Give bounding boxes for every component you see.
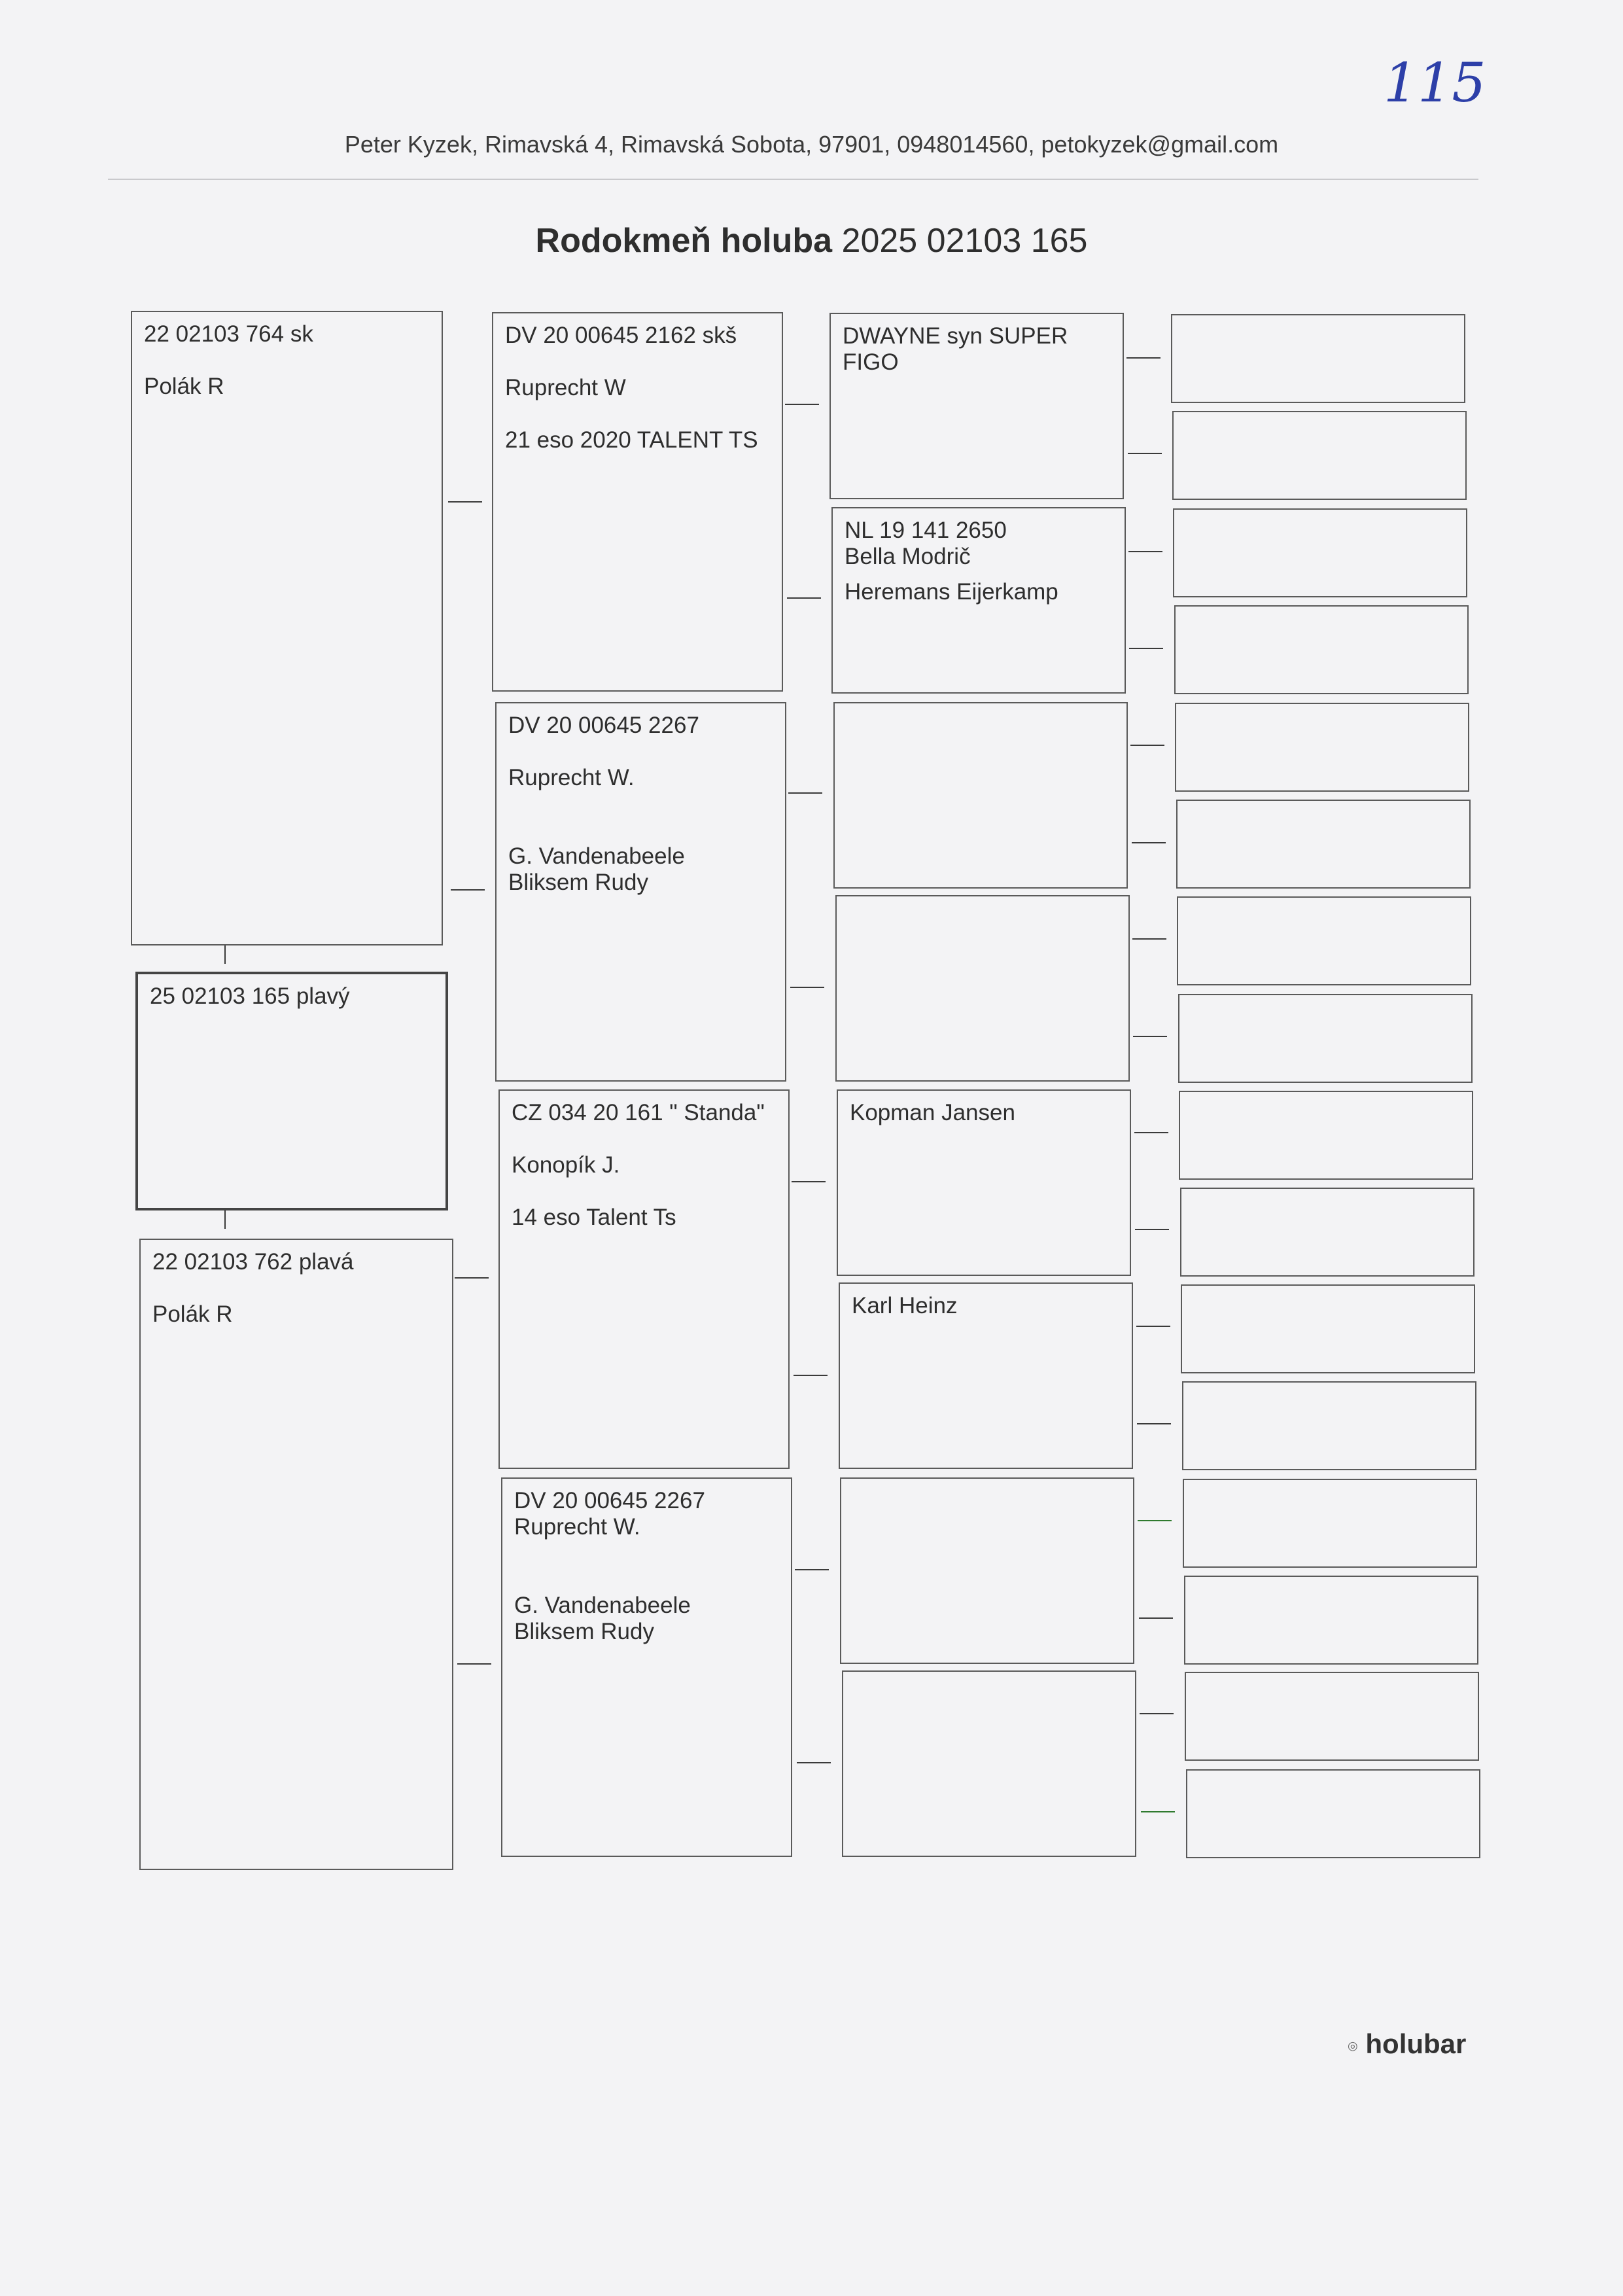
connector-dash	[790, 987, 824, 988]
ggp-1-line-1: DWAYNE syn SUPER	[843, 323, 1068, 349]
connector-dash	[1140, 1713, 1174, 1714]
gen4-box-14	[1184, 1576, 1478, 1665]
gen4-box-13	[1183, 1479, 1477, 1568]
great-grandparent-box-8	[842, 1670, 1136, 1857]
ggp-6-line-1: Karl Heinz	[852, 1293, 958, 1318]
logo-mark-icon: ◎	[1348, 2039, 1358, 2053]
logo-text: holubar	[1365, 2028, 1467, 2059]
great-grandparent-box-7	[840, 1477, 1134, 1664]
great-grandparent-box-1	[829, 313, 1124, 499]
grandparent-4-name: Bliksem Rudy	[514, 1619, 654, 1644]
connector-dash	[451, 889, 485, 891]
connector-dash	[1129, 648, 1163, 649]
connector-dash	[1130, 745, 1164, 746]
handwritten-page-number: 115	[1384, 52, 1486, 115]
connector-dash	[455, 1277, 489, 1279]
gen4-box-12	[1182, 1381, 1476, 1470]
connector-dash	[788, 792, 822, 794]
gen4-box-2	[1172, 411, 1467, 500]
connector-dash	[792, 1181, 826, 1182]
gen4-box-4	[1174, 605, 1469, 694]
title-label: Rodokmeň holuba	[535, 222, 833, 260]
connector-dash	[448, 501, 482, 503]
connector-subject-dam	[224, 1210, 226, 1229]
connector-dash	[1126, 357, 1161, 359]
connector-sire-subject	[224, 945, 226, 964]
dam-ring: 22 02103 762 plavá	[152, 1249, 354, 1275]
grandparent-3-breeder: Konopík J.	[512, 1152, 620, 1178]
page-title	[0, 221, 1623, 260]
gen4-box-5	[1175, 703, 1469, 792]
gen4-box-11	[1181, 1284, 1475, 1373]
grandparent-2-origin: G. Vandenabeele	[508, 843, 685, 869]
connector-dash	[794, 1375, 828, 1376]
connector-dash	[785, 404, 819, 405]
grandparent-2-name: Bliksem Rudy	[508, 870, 648, 895]
ggp-1-line-2: FIGO	[843, 349, 899, 375]
grandparent-4-origin: G. Vandenabeele	[514, 1593, 691, 1618]
connector-dash	[1134, 1132, 1168, 1133]
grandparent-4-breeder: Ruprecht W.	[514, 1514, 640, 1540]
connector-dash	[1132, 938, 1166, 940]
subject-ring: 25 02103 165 plavý	[150, 983, 350, 1009]
grandparent-3-note: 14 eso Talent Ts	[512, 1205, 676, 1230]
great-grandparent-box-6	[839, 1282, 1133, 1469]
connector-dash	[795, 1569, 829, 1570]
connector-dash	[1132, 842, 1166, 843]
ggp-2-breeder: Heremans Eijerkamp	[845, 579, 1058, 605]
dam-box	[139, 1239, 453, 1870]
connector-dash	[1133, 1036, 1167, 1037]
great-grandparent-box-5	[837, 1089, 1131, 1276]
gen4-box-3	[1173, 508, 1467, 597]
gen4-box-6	[1176, 800, 1471, 889]
grandparent-box-4	[501, 1477, 792, 1857]
connector-dash	[1141, 1811, 1175, 1812]
owner-contact-line: Peter Kyzek, Rimavská 4, Rimavská Sobota, 97901, 0948014560, petokyzek@gmail.com	[344, 131, 1279, 158]
sire-breeder: Polák R	[144, 374, 224, 399]
ggp-5-line-1: Kopman Jansen	[850, 1100, 1015, 1125]
ggp-2-ring: NL 19 141 2650	[845, 518, 1007, 543]
connector-dash	[1139, 1617, 1173, 1619]
connector-dash	[1137, 1423, 1171, 1424]
great-grandparent-box-4	[835, 895, 1130, 1082]
gen4-box-9	[1179, 1091, 1473, 1180]
connector-dash	[1128, 453, 1162, 454]
gen4-box-7	[1177, 896, 1471, 985]
connector-dash	[1128, 551, 1162, 552]
connector-dash	[1138, 1520, 1172, 1521]
connector-dash	[787, 597, 821, 599]
gen4-box-10	[1180, 1188, 1475, 1277]
grandparent-box-3	[498, 1089, 790, 1469]
header-divider	[108, 179, 1478, 180]
grandparent-1-ring: DV 20 00645 2162 skš	[505, 323, 737, 348]
great-grandparent-box-3	[833, 702, 1128, 889]
sire-ring: 22 02103 764 sk	[144, 321, 313, 347]
ggp-2-name: Bella Modrič	[845, 544, 971, 569]
great-grandparent-box-2	[831, 507, 1126, 694]
grandparent-2-breeder: Ruprecht W.	[508, 765, 635, 790]
dam-breeder: Polák R	[152, 1301, 233, 1327]
gen4-box-1	[1171, 314, 1465, 403]
connector-dash	[1136, 1326, 1170, 1327]
grandparent-4-ring: DV 20 00645 2267	[514, 1488, 705, 1513]
title-ring-number: 2025 02103 165	[841, 222, 1088, 260]
connector-dash	[797, 1762, 831, 1763]
grandparent-1-breeder: Ruprecht W	[505, 375, 626, 400]
connector-dash	[457, 1663, 491, 1665]
grandparent-box-2	[495, 702, 786, 1082]
grandparent-box-1	[492, 312, 783, 692]
gen4-box-15	[1185, 1672, 1479, 1761]
holubar-logo	[1348, 2028, 1466, 2060]
gen4-box-16	[1186, 1769, 1480, 1858]
subject-box	[135, 972, 448, 1210]
grandparent-2-ring: DV 20 00645 2267	[508, 713, 699, 738]
grandparent-3-ring: CZ 034 20 161 " Standa"	[512, 1100, 765, 1125]
sire-box	[131, 311, 443, 945]
grandparent-1-note: 21 eso 2020 TALENT TS	[505, 427, 758, 453]
connector-dash	[1135, 1229, 1169, 1230]
gen4-box-8	[1178, 994, 1473, 1083]
